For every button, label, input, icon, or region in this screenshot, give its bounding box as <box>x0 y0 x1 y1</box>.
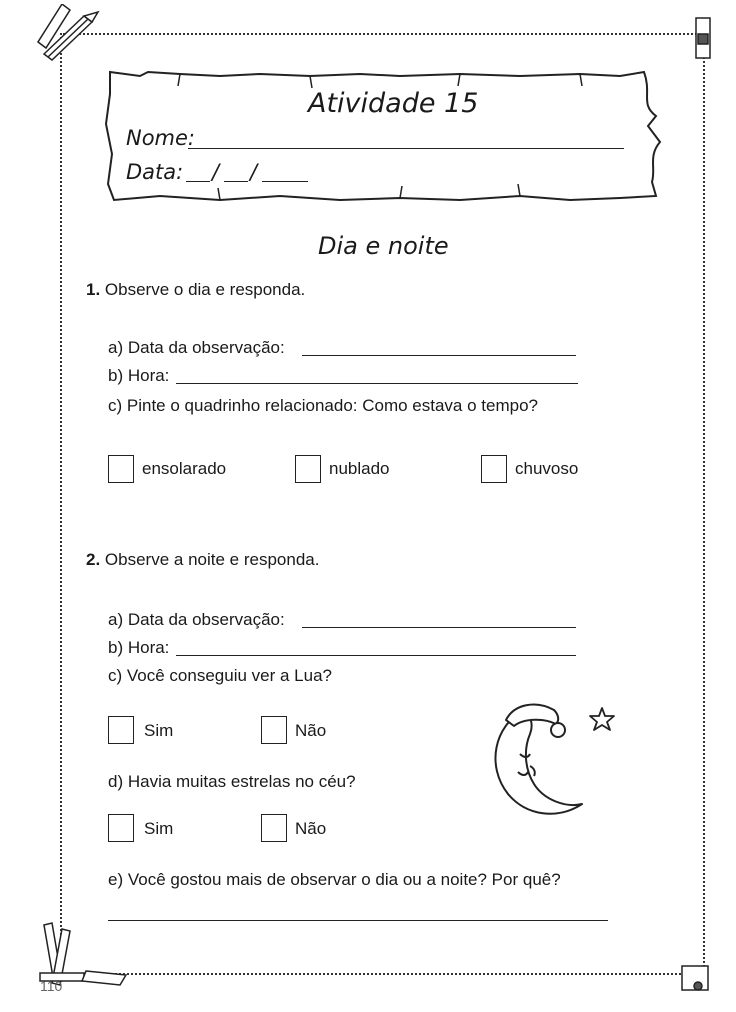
checkbox-cloudy[interactable] <box>295 455 321 483</box>
question-number: 1. <box>86 280 101 299</box>
checkbox-moon-no[interactable] <box>261 716 287 744</box>
q1-weather-question: c) Pinte o quadrinho relacionado: Como estava o tempo? <box>108 396 538 415</box>
activity-title: Atividade 15 <box>308 88 479 119</box>
page-number: 110 <box>40 978 63 994</box>
q2-moon-question: c) Você conseguiu ver a Lua? <box>108 666 332 685</box>
checkbox-moon-yes[interactable] <box>108 716 134 744</box>
pencil-top-right-icon <box>690 14 720 64</box>
option-no-label: Não <box>295 819 327 838</box>
date-year-field[interactable] <box>262 181 308 182</box>
subtitle: Dia e noite <box>318 232 449 260</box>
option-cloudy-label: nublado <box>329 459 390 478</box>
question-number: 2. <box>86 550 101 569</box>
date-day-field[interactable] <box>186 181 210 182</box>
option-sunny-label: ensolarado <box>142 459 227 478</box>
option-rainy-label: chuvoso <box>515 459 579 478</box>
date-month-field[interactable] <box>224 181 248 182</box>
question-text: Observe a noite e responda. <box>104 550 320 569</box>
name-field[interactable] <box>188 148 624 149</box>
name-label: Nome: <box>126 126 196 150</box>
q2-hour-label: b) Hora: <box>108 638 170 657</box>
q2-stars-question: d) Havia muitas estrelas no céu? <box>108 772 356 791</box>
option-yes-label: Sim <box>144 721 174 740</box>
question-text: Observe o dia e responda. <box>104 280 306 299</box>
date-label: Data: <box>126 160 184 184</box>
question-1 <box>86 280 305 300</box>
pencil-bottom-right-icon <box>676 960 716 1000</box>
q1-hour-field[interactable] <box>176 383 578 384</box>
date-separator: / <box>250 160 258 184</box>
q1-date-field[interactable] <box>302 355 576 356</box>
q1-date-label: a) Data da observação: <box>108 338 285 357</box>
q2-date-field[interactable] <box>302 627 576 628</box>
q2-preference-question: e) Você gostou mais de observar o dia ou a noite? Por quê? <box>108 870 561 889</box>
checkbox-stars-yes[interactable] <box>108 814 134 842</box>
option-yes-label: Sim <box>144 819 174 838</box>
q2-preference-answer-field[interactable] <box>108 920 608 921</box>
date-separator: / <box>212 160 220 184</box>
question-2 <box>86 550 319 570</box>
checkbox-sunny[interactable] <box>108 455 134 483</box>
checkbox-stars-no[interactable] <box>261 814 287 842</box>
sleeping-moon-icon <box>484 696 624 822</box>
q2-date-label: a) Data da observação: <box>108 610 285 629</box>
q1-hour-label: b) Hora: <box>108 366 170 385</box>
checkbox-rainy[interactable] <box>481 455 507 483</box>
q2-hour-field[interactable] <box>176 655 576 656</box>
pencils-top-left-icon <box>30 4 100 64</box>
option-no-label: Não <box>295 721 327 740</box>
